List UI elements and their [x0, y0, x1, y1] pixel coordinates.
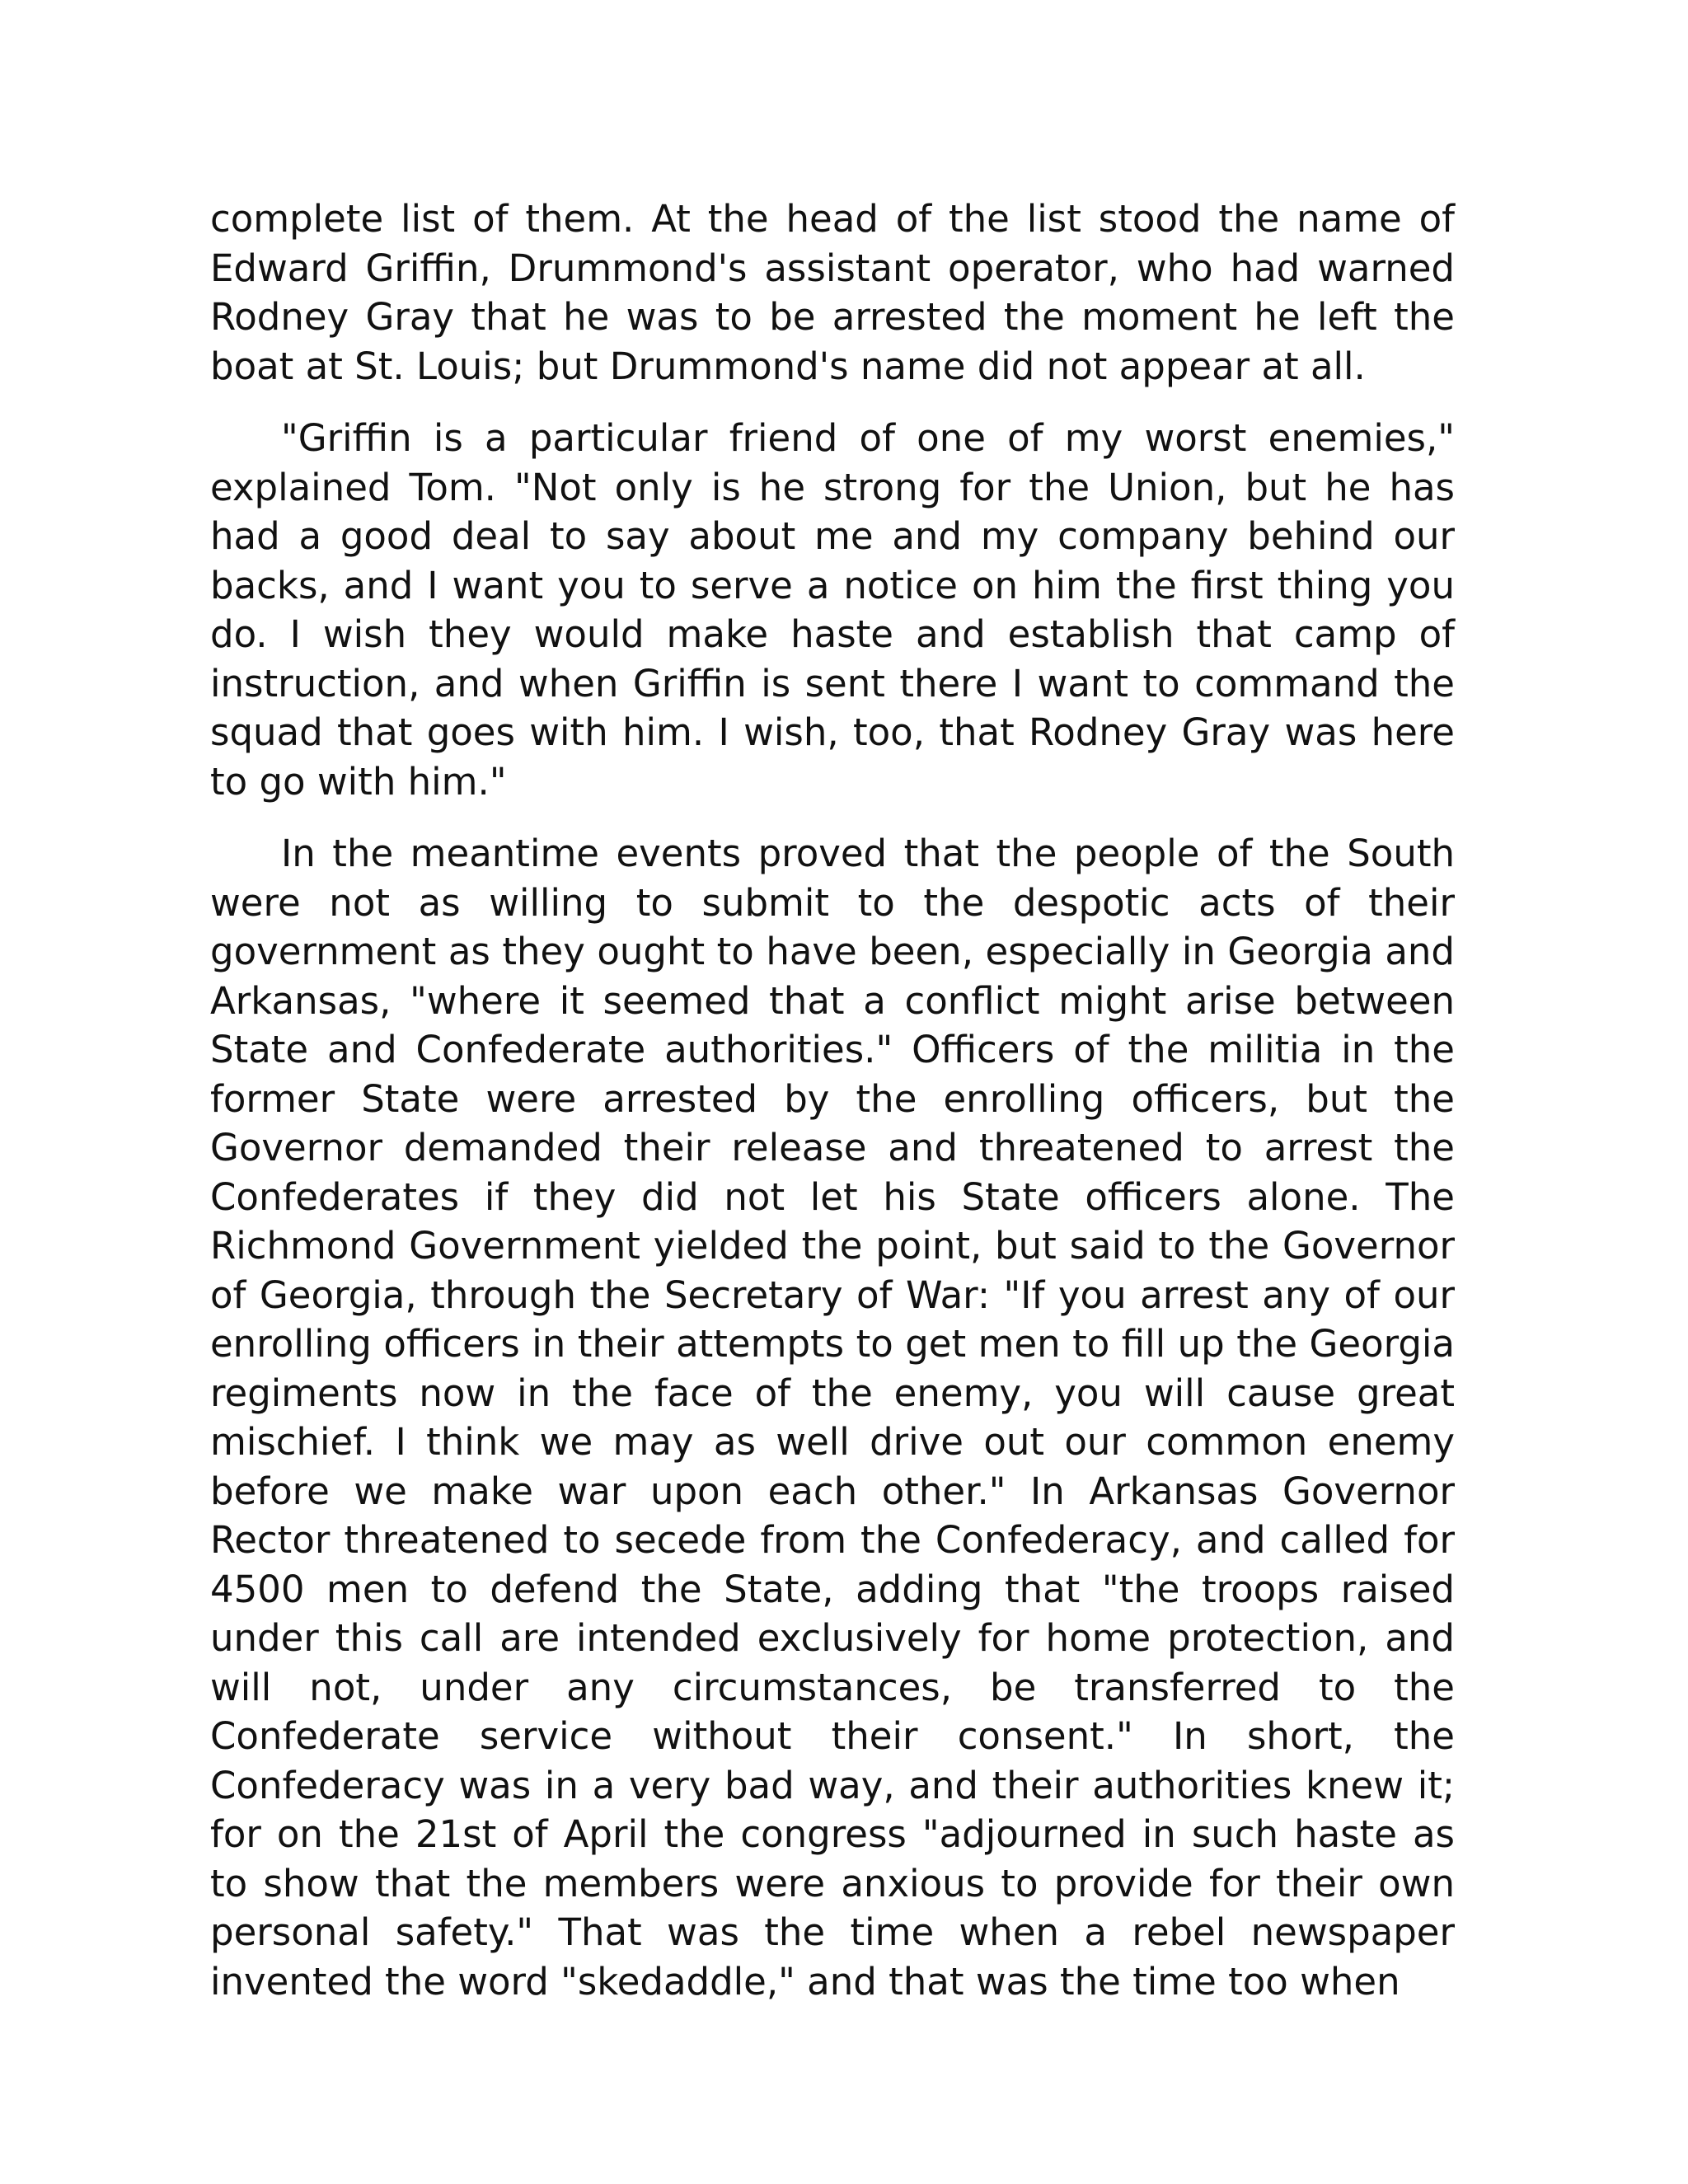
page-body [210, 194, 1455, 2029]
paragraph-3: In the meantime events proved that the people of the South were not as willing to submit to the despotic acts of their government as they ought to have been, especially in Georgia and Arkansas, "where it seemed that a conflict might arise between State and Confederate authorities." Officers of the militia in the former State were arrested by the enrolling officers, but the Governor demanded their release and threatened to arrest the Confederates if they did not let his State officers alone. The Richmond Government yielded the point, but said to the Governor of Georgia, through the Secretary of War: "If you arrest any of our enrolling officers in their attempts to get men to fill up the Georgia regiments now in the face of the enemy, you will cause great mischief. I think we may as well drive out our common enemy before we make war upon each other." In Arkansas Governor Rector threatened to secede from the Confederacy, and called for 4500 men to defend the State, adding that "the troops raised under this call are intended exclusively for home protection, and will not, under any circumstances, be transferred to the Confederate service without their consent." In short, the Confederacy was in a very bad way, and their authorities knew it; for on the 21st of April the congress "adjourned in such haste as to show that the members were anxious to provide for their own personal safety." That was the time when a rebel newspaper invented the word "skedaddle," and that was the time too when [210, 832, 1455, 2004]
paragraph-1: complete list of them. At the head of the list stood the name of Edward Griffin, Drummond's assistant operator, who had warned Rodney Gray that he was to be arrested the moment he left the boat at St. Louis; but Drummond's name did not appear at all. [210, 197, 1455, 388]
paragraph-2: "Griffin is a particular friend of one of my worst enemies," explained Tom. "Not only is he strong for the Union, but he has had a good deal to say about me and my company behind our backs, and I want you to serve a notice on him the first thing you do. I wish they would make haste and establish that camp of instruction, and when Griffin is sent there I want to command the squad that goes with him. I wish, too, that Rodney Gray was here to go with him." [210, 416, 1455, 804]
